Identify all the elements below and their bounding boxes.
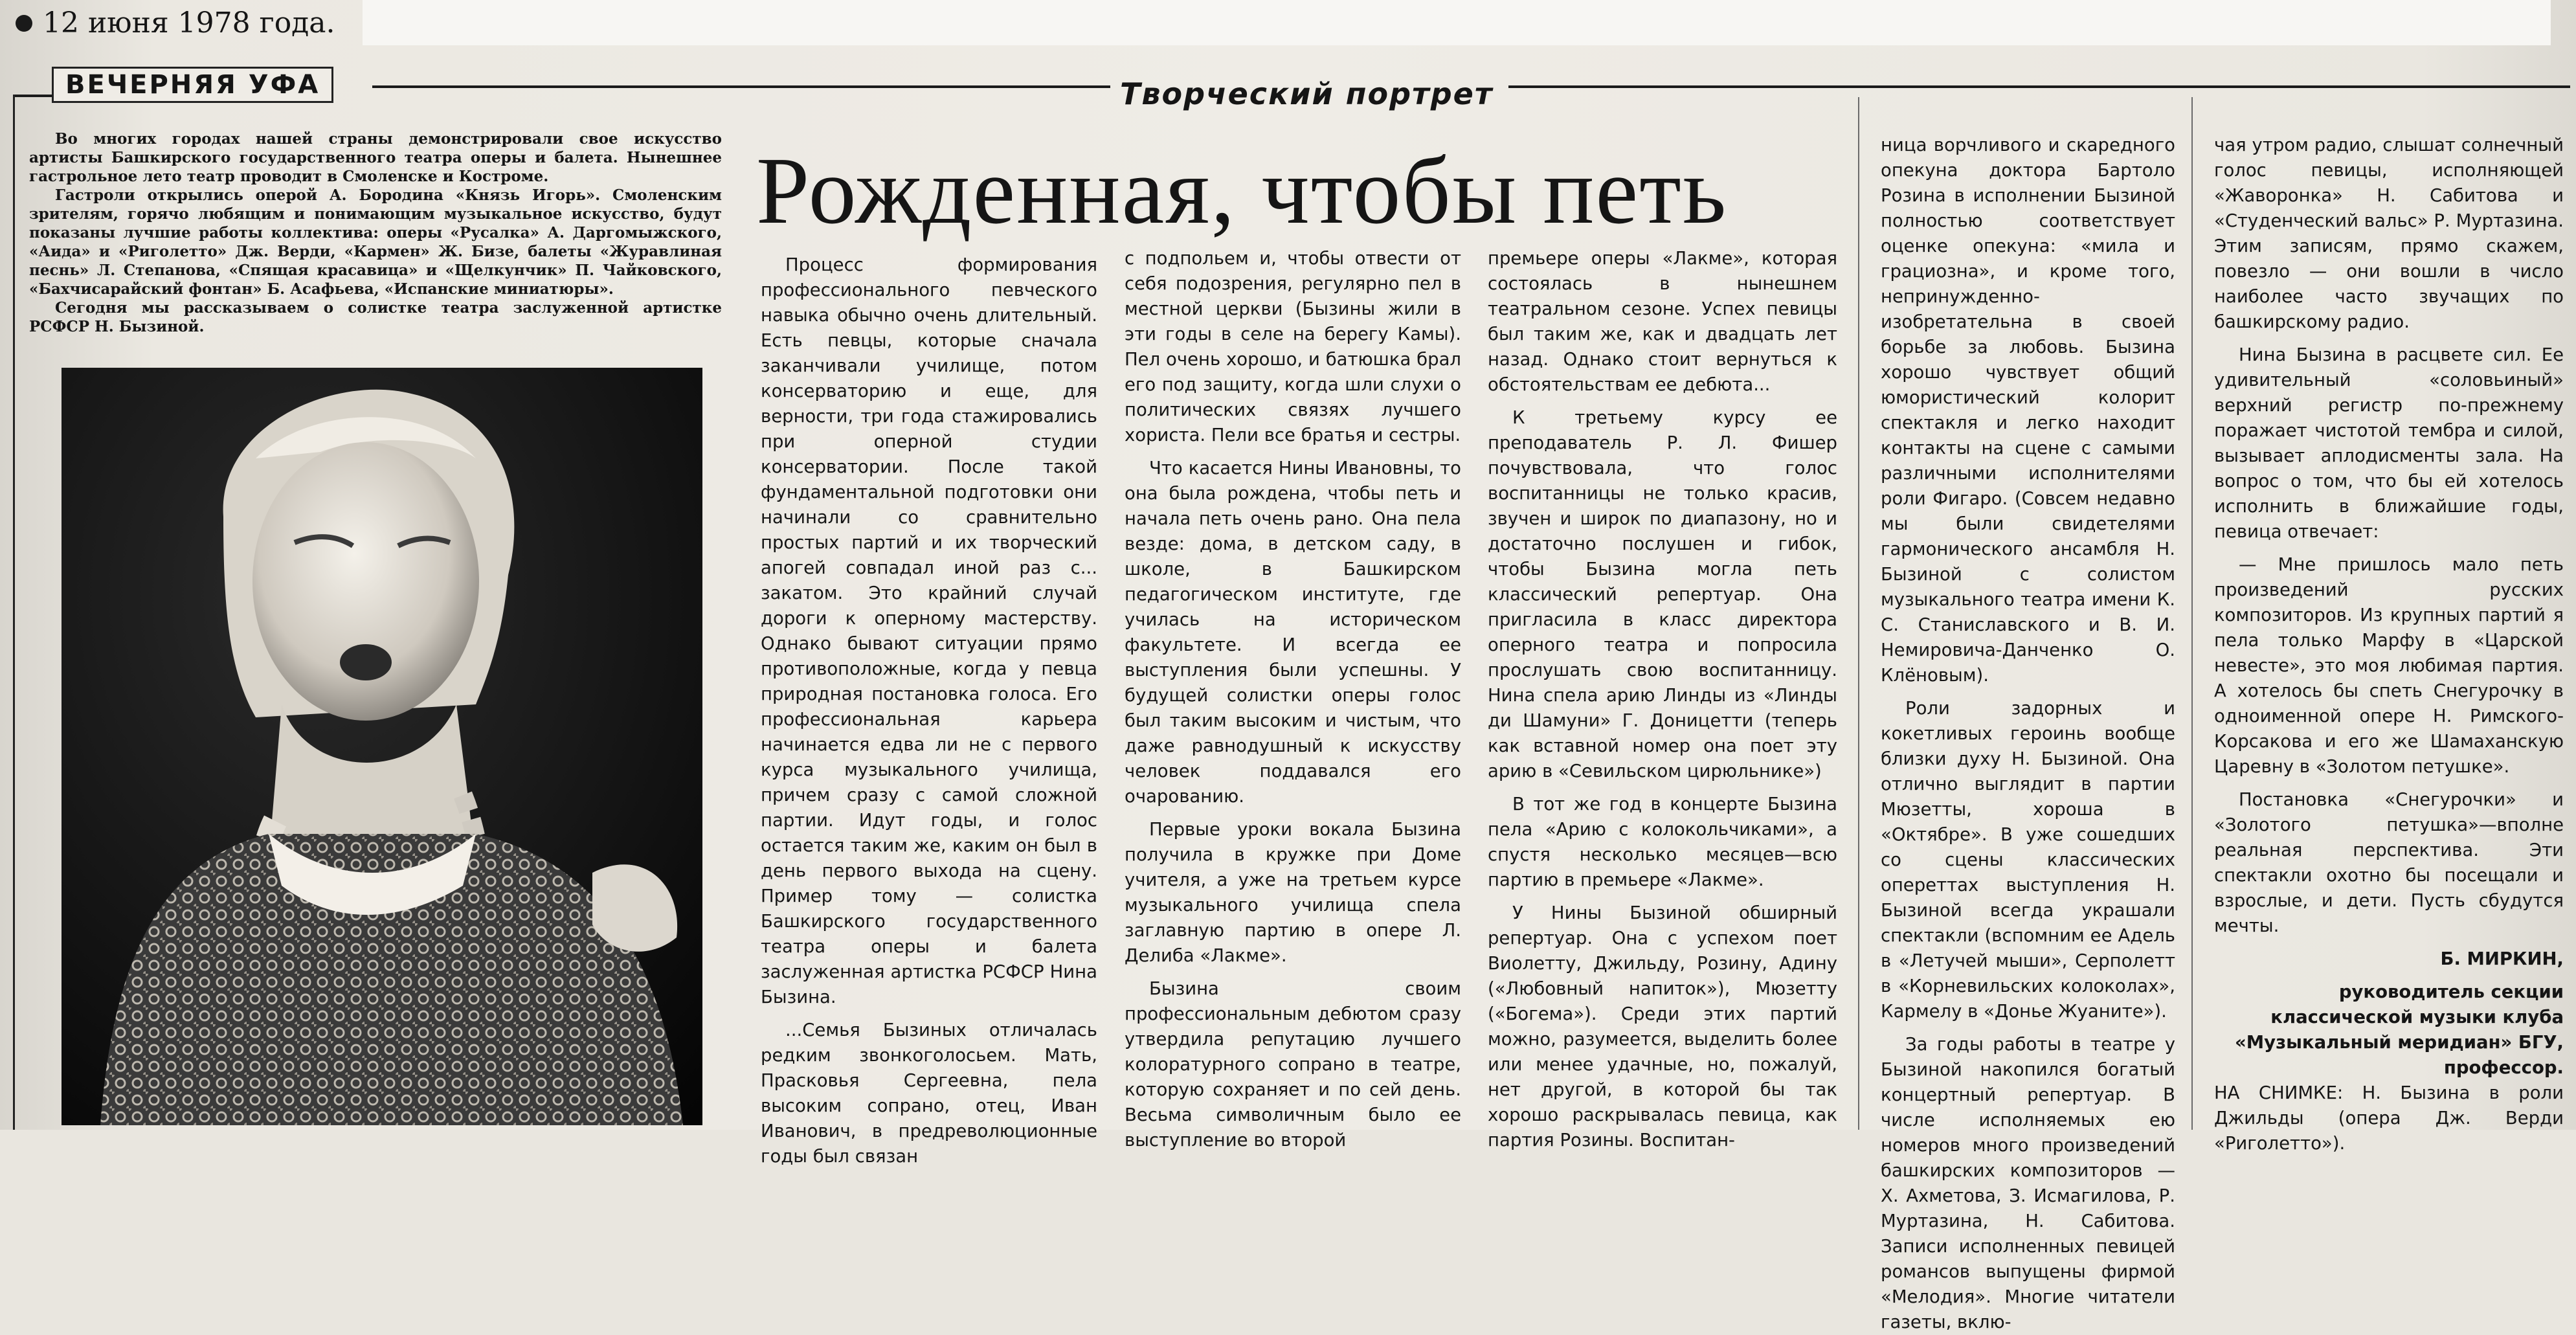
issue-date bbox=[16, 6, 335, 39]
masthead-rule-right bbox=[1508, 85, 2570, 88]
article-paragraph: Постановка «Снегурочки» и «Золотого петушка»—вполне реальная перспектива. Эти спектакли охотно бы посещали и взрослые, и дети. Пусть сбудутся мечты. bbox=[2214, 789, 2564, 936]
article-column-1 bbox=[761, 252, 1097, 1167]
intro-paragraph: Во многих городах нашей страны демонстрировали свое искусство артисты Башкирского государственного театра оперы и балета. Нынешнее гастрольное лето театр проводит в Смоленске и Костроме. bbox=[29, 130, 722, 185]
article-paragraph: — Мне пришлось мало петь произведений русских композиторов. Из крупных партий я пела только Марфу в «Царской невесте», это моя любимая партия. А хотелось бы спеть Снегурочку в одноименной опере Н. Римского-Корсакова и его же Шамаханскую Царевну в «Золотом петушке». bbox=[2214, 554, 2564, 777]
author-role: руководитель секции классической музыки клуба «Музыкальный меридиан» БГУ, профессор. bbox=[2235, 982, 2564, 1078]
article-headline: Рожденная, чтобы петь bbox=[756, 138, 1728, 244]
article-paragraph: Нина Бызина в расцвете сил. Ее удивительный «соловьиный» верхний регистр по-прежнему поражает чистотой тембра и силой, вызывает аплодисменты зала. На вопрос о том, что бы ей хотелось исполнить в ближайшие годы, певица отвечает: bbox=[2214, 344, 2564, 542]
intro-paragraph: Гастроли открылись оперой А. Бородина «Князь Игорь». Смоленским зрителям, горячо любящим и понимающим музыкальное искусство, будут показаны лучшие работы коллектива: оперы «Русалка» А. Даргомыжского, «Аида» и «Риголетто» Дж. Верди, «Кармен» Ж. Бизе, балеты «Журавлиная песнь» Л. Степанова, «Спящая красавица» и «Щелкунчик» П. Чайковского, «Бахчисарайский фонтан» Б. Асафьева, «Испанские миниатюры». bbox=[29, 186, 722, 298]
clipping-paper-edge bbox=[363, 0, 2551, 45]
article-paragraph: Процесс формирования профессионального певческого навыка обычно очень длительный. Есть певцы, которые сначала заканчивали училище, потом консерваторию и еще, для верности, три года стажировались при оперной студии консерватории. После такой фундаментальной подготовки они начинали со сравнительно простых партий и их творческий апогей совпадал иной раз с... закатом. Это крайний случай дороги к оперному мастерству. Однако бывают ситуации прямо противоположные, когда у певца природная постановка голоса. Его профессиональная карьера начинается едва ли не с первого курса музыкального училища, причем сразу с самой сложной партии. Идут годы, и голос остается таким же, каким он был в день первого выхода на сцену. Пример тому — солистка Башкирского государственного театра оперы и балета заслуженная артистка РСФСР Нина Бызина. bbox=[761, 254, 1097, 1007]
article-paragraph: премьере оперы «Лакме», которая состоялась в нынешнем театральном сезоне. Успех певицы был таким же, как и двадцать лет назад. Однако стоит вернуться к обстоятельствам ее дебюта... bbox=[1488, 248, 1837, 395]
issue-date-text: 12 июня 1978 года. bbox=[43, 6, 335, 39]
singer-photo bbox=[62, 368, 702, 1125]
intro-lead bbox=[29, 129, 722, 336]
bullet-icon bbox=[16, 15, 32, 32]
masthead: ВЕЧЕРНЯЯ УФА bbox=[52, 67, 333, 103]
article-paragraph: чая утром радио, слышат солнечный голос певицы, исполняющей «Жаворонка» Н. Сабитова и «Студенческий вальс» Р. Муртазина. Этим записям, прямо скажем, повезло — они вошли в число наиболее часто звучащих по башкирскому радио. bbox=[2214, 135, 2564, 332]
article-column-3 bbox=[1488, 246, 1837, 1150]
article-paragraph: Что касается Нины Ивановны, то она была рождена, чтобы петь и начала петь очень рано. Она пела везде: дома, в детском саду, в школе, в Башкирском педагогическом институте, где училась на историческом факультете. И всегда ее выступления были успешны. У будущей солистки оперы голос был таким высоким и чистым, что даже равнодушный к искусству человек поддавался его очарованию. bbox=[1125, 458, 1461, 807]
article-paragraph: За годы работы в театре у Бызиной накопился богатый концертный репертуар. В числе исполняемых ею номеров много произведений башкирских композиторов — Х. Ахметова, З. Исмагилова, Р. Муртазина, Н. Сабитова. Записи исполненных певицей романсов выпущены фирмой «Мелодия». Многие читатели газеты, вклю- bbox=[1881, 1034, 2175, 1332]
singer-portrait-image bbox=[62, 368, 702, 1125]
article-paragraph: ...Семья Бызиных отличалась редким звонкоголосьем. Мать, Прасковья Сергеевна, пела высоким сопрано, отец, Иван Иванович, в предреволюционные годы был связан bbox=[761, 1020, 1097, 1167]
article-paragraph: У Нины Бызиной обширный репертуар. Она с успехом поет Виолетту, Джильду, Розину, Адину («Любовный напиток»), Мюзетту («Богема»). Среди этих партий можно, разумеется, выделить более или менее удачные, но, пожалуй, нет другой, в которой бы так хорошо раскрывалась певица, как партия Розины. Воспитан- bbox=[1488, 903, 1837, 1150]
masthead-rule-center bbox=[372, 85, 1110, 88]
column-separator bbox=[2191, 97, 2193, 1130]
article-column-4 bbox=[1881, 133, 2175, 1332]
intro-paragraph: Сегодня мы рассказываем о солистке театра заслуженной артистке РСФСР Н. Бызиной. bbox=[29, 299, 722, 335]
section-rubric: Творческий портрет bbox=[1120, 76, 1494, 111]
author-signature: Б. МИРКИН, bbox=[2440, 948, 2564, 969]
photo-caption: НА СНИМКЕ: Н. Бызина в роли Джильды (опера Дж. Верди «Риголетто»). bbox=[2214, 1083, 2564, 1154]
article-paragraph: ница ворчливого и скаредного опекуна доктора Бартоло Розина в исполнении Бызиной полностью соответствует оценке опекуна: «мила и грациозна», и кроме того, непринужденно-изобретательна в своей борьбе за любовь. Бызина хорошо чувствует общий юмористический колорит спектакля и легко находит контакты на сцене с самыми различными исполнителями роли Фигаро. (Совсем недавно мы были свидетелями гармонического ансамбля Н. Бызиной с солистом музыкального театра имени К. С. Станиславского и В. И. Немировича-Данченко О. Клёновым). bbox=[1881, 135, 2175, 686]
article-paragraph: В тот же год в концерте Бызина пела «Арию с колокольчиками», а спустя несколько месяцев—всю партию в премьере «Лакме». bbox=[1488, 794, 1837, 890]
masthead-rule-left bbox=[13, 95, 53, 97]
column-separator bbox=[1858, 97, 1859, 1130]
article-paragraph: Первые уроки вокала Бызина получила в кружке при Доме учителя, а уже на третьем курсе музыкального училища спела заглавную партию в опере Л. Делиба «Лакме». bbox=[1125, 819, 1461, 966]
article-paragraph: с подпольем и, чтобы отвести от себя подозрения, регулярно пел в местной церкви (Бызины жили в эти годы в селе на берегу Камы). Пел очень хорошо, и батюшка брал его под защиту, когда шли слухи о политических связях лучшего хориста. Пели все братья и сестры. bbox=[1125, 248, 1461, 445]
article-paragraph: К третьему курсу ее преподаватель Р. Л. Фишер почувствовала, что голос воспитанницы не только красив, звучен и широк по диапазону, но и достаточно послушен и гибок, чтобы Бызина могла петь классический репертуар. Она пригласила в класс директора оперного театра и попросила прослушать свою воспитанницу. Нина спела арию Линды из «Линды ди Шамуни» Г. Доницетти (теперь как вставной номер она поет эту арию в «Севильском цирюльнике») bbox=[1488, 407, 1837, 781]
article-paragraph: Бызина своим профессиональным дебютом сразу утвердила репутацию лучшего колоратурного сопрано в театре, которую сохраняет и по сей день. Весьма символичным было ее выступление во второй bbox=[1125, 978, 1461, 1150]
article-column-2 bbox=[1125, 246, 1461, 1150]
left-border-rule bbox=[13, 95, 15, 1130]
article-paragraph: Роли задорных и кокетливых героинь вообще близки духу Н. Бызиной. Она отлично выглядит в партии Мюзетты, хороша в «Октябре». В уже сошедших со сцены классических опереттах выступления Н. Бызиной всегда украшали спектакли (вспомним ее Адель в «Летучей мыши», Серполетт в «Корневильских колоколах», Кармелу в «Донье Жуаните»). bbox=[1881, 698, 2175, 1022]
article-column-5 bbox=[2214, 133, 2564, 1154]
